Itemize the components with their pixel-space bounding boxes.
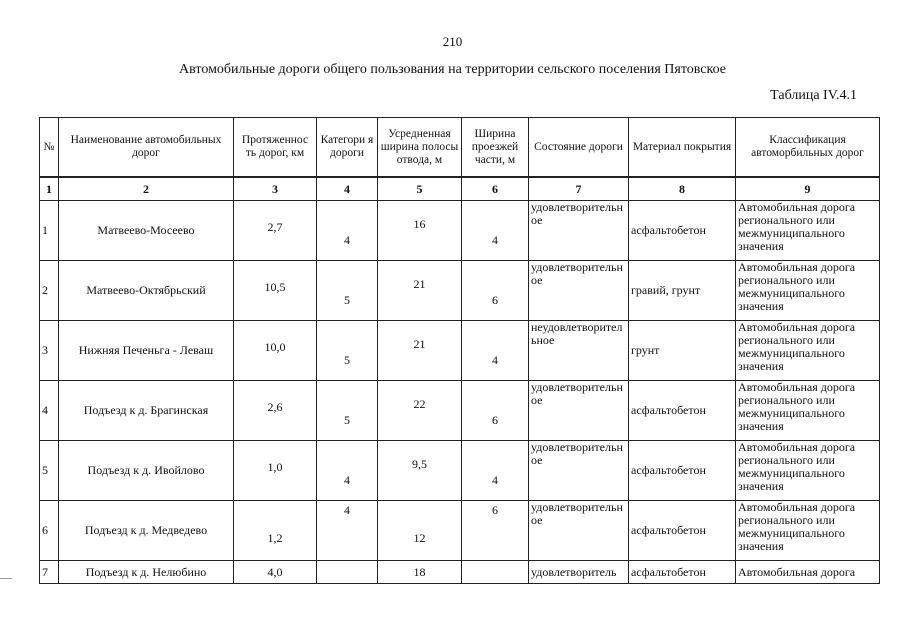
road-length-value: 1,2 <box>267 531 283 545</box>
road-class: Автомобильная дорога регионального или межмуниципального значения <box>736 261 880 321</box>
row-width <box>378 321 462 381</box>
row-width <box>378 441 462 501</box>
column-number: 8 <box>629 177 736 201</box>
table-row <box>40 201 880 261</box>
table-row <box>40 561 880 584</box>
lane-width <box>462 501 529 561</box>
row-width-value: 9,5 <box>412 457 427 471</box>
road-category <box>317 201 378 261</box>
road-category-value: 4 <box>344 503 350 517</box>
road-length-value: 1,0 <box>267 460 283 474</box>
road-category <box>317 261 378 321</box>
road-material: асфальтобетон <box>629 501 736 561</box>
roads-table <box>39 117 880 584</box>
column-number: 4 <box>317 177 378 201</box>
row-number: 6 <box>40 501 59 561</box>
lane-width-value: 6 <box>492 413 498 427</box>
row-width-value: 16 <box>413 217 426 231</box>
road-material: асфальтобетон <box>629 561 736 584</box>
road-name: Подъезд к д. Брагинская <box>59 381 234 441</box>
road-category-value: 4 <box>344 233 350 247</box>
road-category <box>317 501 378 561</box>
road-state: удовлетворительное <box>529 261 629 321</box>
table-row <box>40 261 880 321</box>
row-width-value: 21 <box>413 337 426 351</box>
lane-width <box>462 261 529 321</box>
road-name: Подъезд к д. Медведево <box>59 501 234 561</box>
road-class: Автомобильная дорога регионального или межмуниципального значения <box>736 381 880 441</box>
row-number: 3 <box>40 321 59 381</box>
header-cell: Категори я дороги <box>317 118 378 178</box>
road-name: Нижняя Печеньга - Леваш <box>59 321 234 381</box>
lane-width <box>462 441 529 501</box>
table-row <box>40 501 880 561</box>
lane-width <box>462 321 529 381</box>
lane-width-value: 6 <box>492 503 498 517</box>
column-number: 2 <box>59 177 234 201</box>
column-number: 9 <box>736 177 880 201</box>
road-length-value: 10,5 <box>264 280 286 294</box>
road-length <box>234 321 317 381</box>
road-length <box>234 201 317 261</box>
road-material: асфальтобетон <box>629 381 736 441</box>
column-number: 3 <box>234 177 317 201</box>
road-name: Матвеево-Октябрьский <box>59 261 234 321</box>
road-class: Автомобильная дорога регионального или межмуниципального значения <box>736 441 880 501</box>
row-width: 18 <box>378 561 462 584</box>
road-name: Матвеево-Мосеево <box>59 201 234 261</box>
row-width-value: 21 <box>413 277 426 291</box>
row-width-value: 12 <box>413 531 426 545</box>
road-category-value: 4 <box>344 473 350 487</box>
row-width <box>378 381 462 441</box>
table-row <box>40 381 880 441</box>
road-state: удовлетворительное <box>529 441 629 501</box>
column-number: 1 <box>40 177 59 201</box>
road-class: Автомобильная дорога <box>736 561 880 584</box>
road-length <box>234 381 317 441</box>
road-state: неудовлетворительное <box>529 321 629 381</box>
row-number: 2 <box>40 261 59 321</box>
document-title: Автомобильные дороги общего пользования на территории сельского поселения Пятовское <box>179 62 726 77</box>
table-label: Таблица IV.4.1 <box>770 88 857 103</box>
road-category-value: 5 <box>344 413 350 427</box>
road-name: Подъезд к д. Нелюбино <box>59 561 234 584</box>
road-category <box>317 561 378 584</box>
table-row <box>40 441 880 501</box>
road-state: удовлетворительное <box>529 201 629 261</box>
road-class: Автомобильная дорога регионального или межмуниципального значения <box>736 321 880 381</box>
column-number-row <box>40 177 880 201</box>
road-category-value: 5 <box>344 293 350 307</box>
row-width <box>378 201 462 261</box>
road-material: грунт <box>629 321 736 381</box>
road-length: 4,0 <box>234 561 317 584</box>
road-length-value: 10,0 <box>264 340 286 354</box>
header-cell: Ширина проезжей части, м <box>462 118 529 178</box>
lane-width <box>462 201 529 261</box>
row-width-value: 22 <box>413 397 426 411</box>
lane-width-value: 4 <box>492 353 498 367</box>
road-category <box>317 441 378 501</box>
column-number: 5 <box>378 177 462 201</box>
header-cell: Материал покрытия <box>629 118 736 178</box>
road-category-value: 5 <box>344 353 350 367</box>
road-material: асфальтобетон <box>629 201 736 261</box>
header-cell: Протяженнос ть дорог, км <box>234 118 317 178</box>
table-row <box>40 321 880 381</box>
header-cell: № <box>40 118 59 178</box>
table-header-row <box>40 118 880 178</box>
row-number: 7 <box>40 561 59 584</box>
column-number: 6 <box>462 177 529 201</box>
road-class: Автомобильная дорога регионального или межмуниципального значения <box>736 201 880 261</box>
road-material: асфальтобетон <box>629 441 736 501</box>
lane-width-value: 4 <box>492 233 498 247</box>
road-length <box>234 441 317 501</box>
road-state: удовлетворительное <box>529 501 629 561</box>
page-number: 210 <box>442 34 463 49</box>
road-state: удовлетворительное <box>529 381 629 441</box>
road-class: Автомобильная дорога регионального или межмуниципального значения <box>736 501 880 561</box>
road-length <box>234 501 317 561</box>
header-cell: Классификация автоморбильных дорог <box>736 118 880 178</box>
header-cell: Состояние дороги <box>529 118 629 178</box>
road-length-value: 2,6 <box>267 400 283 414</box>
row-number: 4 <box>40 381 59 441</box>
row-number: 5 <box>40 441 59 501</box>
scan-edge-mark <box>0 578 12 579</box>
row-width <box>378 501 462 561</box>
lane-width-value: 4 <box>492 473 498 487</box>
lane-width <box>462 381 529 441</box>
road-state: удовлетворитель <box>529 561 629 584</box>
road-name: Подъезд к д. Ивойлово <box>59 441 234 501</box>
row-width <box>378 261 462 321</box>
lane-width-value: 6 <box>492 293 498 307</box>
row-number: 1 <box>40 201 59 261</box>
column-number: 7 <box>529 177 629 201</box>
lane-width <box>462 561 529 584</box>
road-category <box>317 321 378 381</box>
header-cell: Усредненная ширина полосы отвода, м <box>378 118 462 178</box>
road-material: гравий, грунт <box>629 261 736 321</box>
header-cell: Наименование автомобильных дорог <box>59 118 234 178</box>
road-length <box>234 261 317 321</box>
road-category <box>317 381 378 441</box>
road-length-value: 2,7 <box>267 220 283 234</box>
